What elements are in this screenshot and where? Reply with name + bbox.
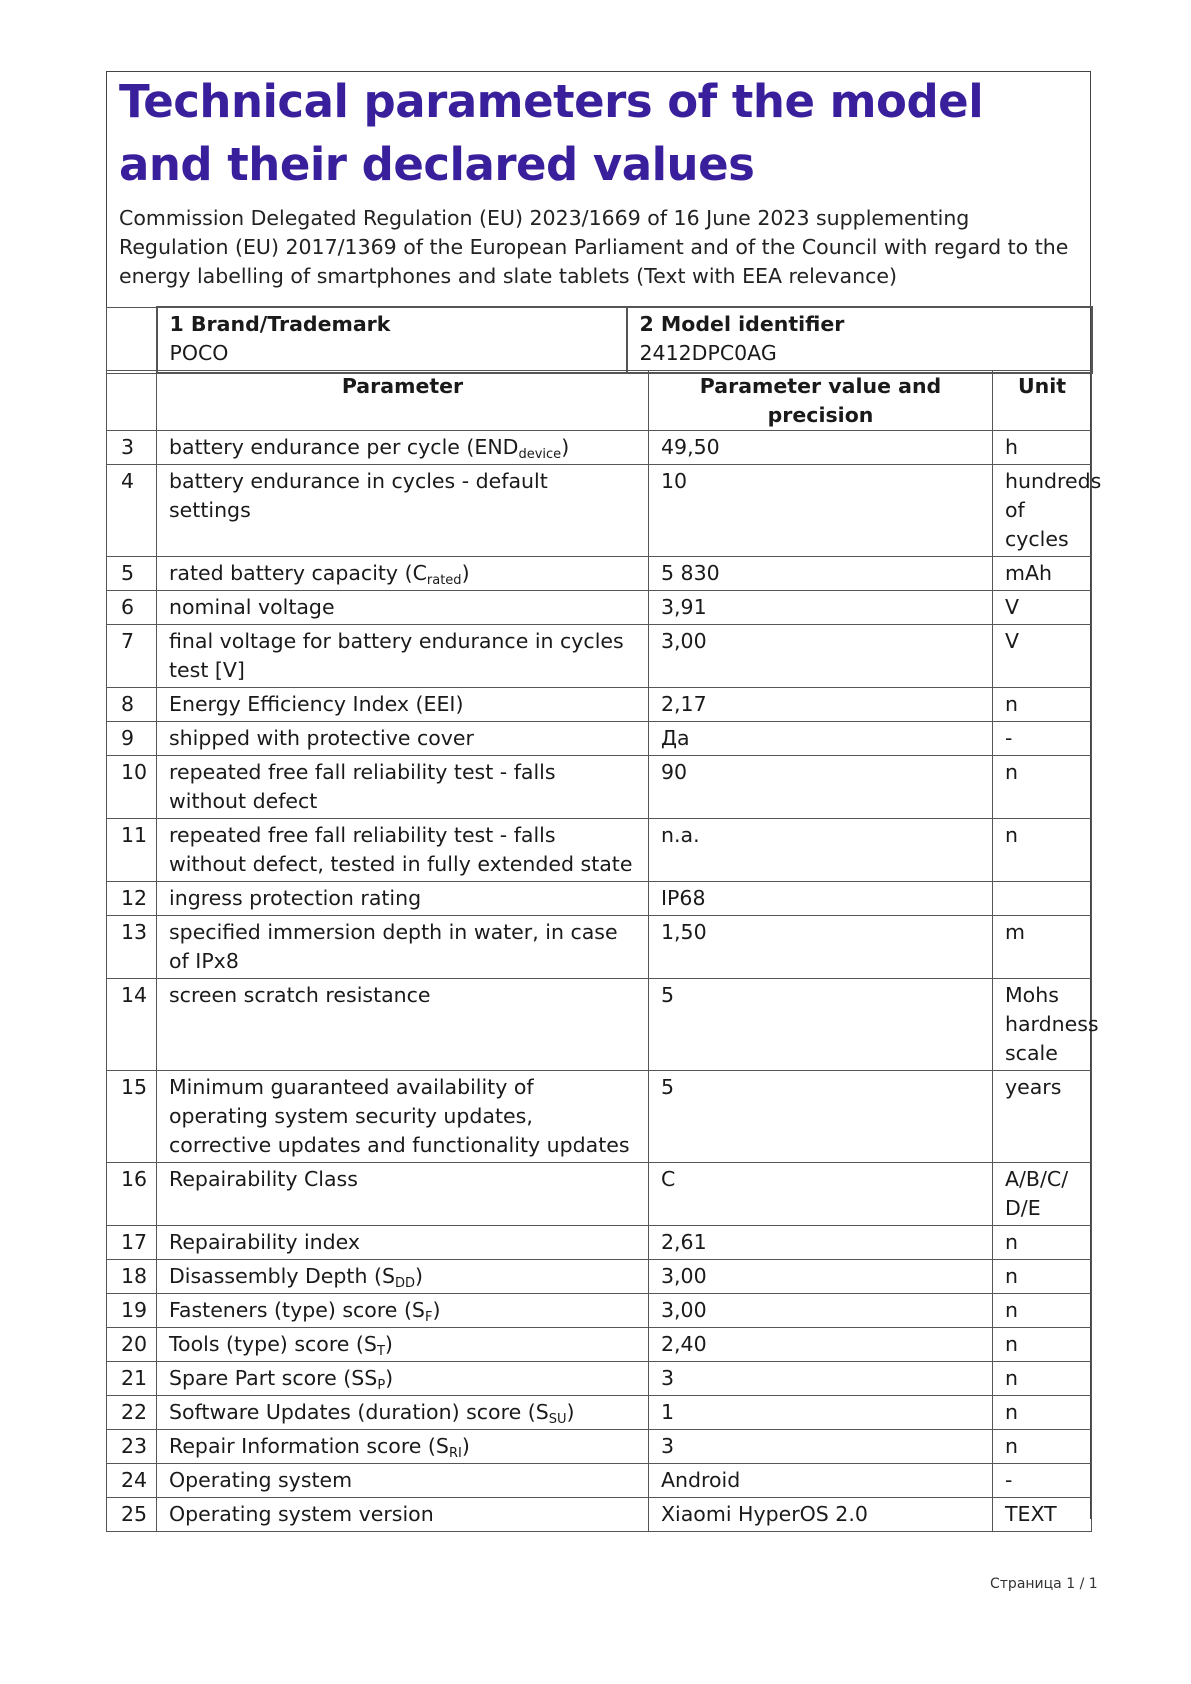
parameter-value: 5 xyxy=(649,1071,993,1163)
unit-text: n xyxy=(1005,1332,1018,1356)
unit-text: n xyxy=(1005,1400,1018,1424)
unit-text: - xyxy=(1005,1468,1013,1492)
header-value: Parameter value and precision xyxy=(649,371,993,431)
parameter-name xyxy=(157,819,649,882)
parameter-subscript: T xyxy=(376,1344,385,1359)
parameter-unit xyxy=(993,819,1092,882)
parameter-name xyxy=(157,1226,649,1260)
parameter-name xyxy=(157,1498,649,1532)
parameter-name xyxy=(157,557,649,591)
parameter-name xyxy=(157,1163,649,1226)
row-number: 24 xyxy=(107,1464,157,1498)
unit-text: h xyxy=(1005,435,1018,459)
parameters-table xyxy=(106,370,1102,1532)
header-unit: Unit xyxy=(993,371,1092,431)
parameter-text: Disassembly Depth (S xyxy=(169,1264,395,1288)
unit-text: n xyxy=(1005,760,1018,784)
row-number: 12 xyxy=(107,882,157,916)
row-number: 20 xyxy=(107,1328,157,1362)
parameter-unit xyxy=(993,1498,1092,1532)
table-row xyxy=(107,1430,1092,1464)
parameter-unit xyxy=(993,688,1092,722)
parameter-unit xyxy=(993,1464,1092,1498)
parameter-subscript: P xyxy=(377,1378,386,1393)
parameter-text: specified immersion depth in water, in case of IPx8 xyxy=(169,920,618,973)
table-row xyxy=(107,1396,1092,1430)
parameter-subscript: rated xyxy=(426,573,462,588)
parameter-value: IP68 xyxy=(649,882,993,916)
parameter-closing: ) xyxy=(415,1264,424,1288)
row-number: 5 xyxy=(107,557,157,591)
parameter-text: rated battery capacity (C xyxy=(169,561,427,585)
parameter-value: 2,17 xyxy=(649,688,993,722)
unit-text: Mohs hardness scale xyxy=(1005,983,1099,1065)
row-number: 17 xyxy=(107,1226,157,1260)
parameter-closing: ) xyxy=(432,1298,441,1322)
table-row xyxy=(107,1328,1092,1362)
parameter-unit xyxy=(993,557,1092,591)
parameter-unit xyxy=(993,722,1092,756)
parameter-unit xyxy=(993,625,1092,688)
table-row xyxy=(107,1226,1092,1260)
parameter-text: ingress protection rating xyxy=(169,886,422,910)
parameter-closing: ) xyxy=(461,1434,470,1458)
regulation-subtitle: Commission Delegated Regulation (EU) 2023/1669 of 16 June 2023 supplementing Regulation (EU) 2017/1369 of the European Parliament and of the Council with regard to the energy labelling of smartphones and slate tablets (Text with EEA relevance) xyxy=(119,206,1069,288)
brand-label: 1 Brand/Trademark xyxy=(169,312,391,336)
row-number: 14 xyxy=(107,979,157,1071)
table-row xyxy=(107,431,1092,465)
parameter-subscript: SU xyxy=(548,1412,567,1427)
row-number: 8 xyxy=(107,688,157,722)
parameter-closing: ) xyxy=(385,1366,394,1390)
parameter-text: Operating system version xyxy=(169,1502,434,1526)
parameter-name xyxy=(157,1464,649,1498)
parameter-unit xyxy=(993,1362,1092,1396)
parameter-name xyxy=(157,1071,649,1163)
parameter-value: Да xyxy=(649,722,993,756)
parameter-value: 49,50 xyxy=(649,431,993,465)
row-number: 19 xyxy=(107,1294,157,1328)
row-number: 7 xyxy=(107,625,157,688)
unit-text: A/B/C/ D/E xyxy=(1005,1167,1069,1220)
unit-text: years xyxy=(1005,1075,1062,1099)
page-title: Technical parameters of the model and their declared values xyxy=(119,75,984,191)
row-number: 15 xyxy=(107,1071,157,1163)
parameter-value: 5 xyxy=(649,979,993,1071)
parameter-text: Operating system xyxy=(169,1468,353,1492)
parameter-subscript: DD xyxy=(395,1276,416,1291)
row-number: 25 xyxy=(107,1498,157,1532)
parameter-name xyxy=(157,431,649,465)
unit-text: n xyxy=(1005,1434,1018,1458)
table-row xyxy=(107,465,1092,557)
parameter-text: Repairability index xyxy=(169,1230,361,1254)
parameter-subscript: device xyxy=(518,447,562,462)
table-body xyxy=(107,431,1102,1532)
model-value: 2412DPC0AG xyxy=(639,341,777,365)
parameter-text: Minimum guaranteed availability of operating system security updates, corrective updates and functionality updates xyxy=(169,1075,630,1157)
unit-text: hundreds of cycles xyxy=(1005,469,1102,551)
parameter-text: repeated free fall reliability test - falls without defect xyxy=(169,760,556,813)
parameter-text: Software Updates (duration) score (S xyxy=(169,1400,549,1424)
brand-value: POCO xyxy=(169,341,229,365)
brand-model-table xyxy=(106,306,1093,374)
parameter-text: Repair Information score (S xyxy=(169,1434,449,1458)
unit-text: n xyxy=(1005,692,1018,716)
parameter-unit xyxy=(993,591,1092,625)
table-row xyxy=(107,1294,1092,1328)
table-row xyxy=(107,882,1092,916)
parameter-unit xyxy=(993,465,1102,557)
row-number: 10 xyxy=(107,756,157,819)
header-number xyxy=(107,371,157,431)
page-number: Страница 1 / 1 xyxy=(990,1576,1098,1592)
parameter-name xyxy=(157,916,649,979)
parameter-value: 3 xyxy=(649,1362,993,1396)
parameter-value: 3 xyxy=(649,1430,993,1464)
parameter-text: Tools (type) score (S xyxy=(169,1332,377,1356)
parameter-closing: ) xyxy=(561,435,570,459)
row-number: 21 xyxy=(107,1362,157,1396)
parameter-text: Spare Part score (SS xyxy=(169,1366,378,1390)
parameter-value: 3,00 xyxy=(649,1294,993,1328)
parameter-unit xyxy=(993,1396,1092,1430)
parameter-text: battery endurance per cycle (END xyxy=(169,435,519,459)
parameter-value: 5 830 xyxy=(649,557,993,591)
parameter-name xyxy=(157,465,649,557)
unit-text: n xyxy=(1005,1366,1018,1390)
parameter-unit xyxy=(993,1430,1092,1464)
unit-text: n xyxy=(1005,1298,1018,1322)
parameter-value: Android xyxy=(649,1464,993,1498)
parameter-value: C xyxy=(649,1163,993,1226)
row-number: 4 xyxy=(107,465,157,557)
parameter-name xyxy=(157,1362,649,1396)
parameter-name xyxy=(157,688,649,722)
parameter-value: 2,40 xyxy=(649,1328,993,1362)
unit-text: V xyxy=(1005,595,1020,619)
table-row xyxy=(107,1464,1092,1498)
parameter-unit xyxy=(993,882,1092,916)
unit-text: m xyxy=(1005,920,1025,944)
table-row xyxy=(107,916,1092,979)
table-row xyxy=(107,1163,1092,1226)
parameter-name xyxy=(157,756,649,819)
unit-text: mAh xyxy=(1005,561,1052,585)
parameter-text: shipped with protective cover xyxy=(169,726,474,750)
parameter-unit xyxy=(993,916,1092,979)
header-parameter: Parameter xyxy=(157,371,649,431)
parameter-name xyxy=(157,591,649,625)
parameter-value: Xiaomi HyperOS 2.0 xyxy=(649,1498,993,1532)
table-row xyxy=(107,688,1092,722)
table-row xyxy=(107,819,1092,882)
parameter-value: 2,61 xyxy=(649,1226,993,1260)
table-row xyxy=(107,1362,1092,1396)
parameter-value: 10 xyxy=(649,465,993,557)
parameter-name xyxy=(157,979,649,1071)
table-header-row xyxy=(107,371,1092,431)
table-row xyxy=(107,1071,1092,1163)
parameter-unit xyxy=(993,1294,1092,1328)
parameter-name xyxy=(157,1430,649,1464)
table-row xyxy=(107,756,1092,819)
parameter-text: Fasteners (type) score (S xyxy=(169,1298,425,1322)
row-number: 16 xyxy=(107,1163,157,1226)
table-row xyxy=(107,1498,1092,1532)
parameter-name xyxy=(157,625,649,688)
parameter-text: battery endurance in cycles - default settings xyxy=(169,469,548,522)
model-cell xyxy=(627,307,1092,373)
parameter-unit xyxy=(993,1328,1092,1362)
unit-text: n xyxy=(1005,1230,1018,1254)
parameter-text: Energy Efficiency Index (EEI) xyxy=(169,692,464,716)
row-number: 11 xyxy=(107,819,157,882)
unit-text: n xyxy=(1005,823,1018,847)
unit-text: TEXT xyxy=(1005,1502,1057,1526)
parameter-value: n.a. xyxy=(649,819,993,882)
table-row xyxy=(107,625,1092,688)
unit-text: n xyxy=(1005,1264,1018,1288)
parameter-text: final voltage for battery endurance in cycles test [V] xyxy=(169,629,624,682)
parameter-unit xyxy=(993,431,1092,465)
parameter-value: 3,00 xyxy=(649,1260,993,1294)
table-row xyxy=(107,1260,1092,1294)
table-row xyxy=(107,979,1092,1071)
parameter-name xyxy=(157,722,649,756)
parameter-name xyxy=(157,1328,649,1362)
parameter-subscript: F xyxy=(424,1310,433,1325)
parameter-name xyxy=(157,882,649,916)
row-number: 9 xyxy=(107,722,157,756)
row-number: 22 xyxy=(107,1396,157,1430)
parameter-value: 90 xyxy=(649,756,993,819)
parameter-value: 3,91 xyxy=(649,591,993,625)
table-row xyxy=(107,591,1092,625)
row-number: 6 xyxy=(107,591,157,625)
parameter-value: 3,00 xyxy=(649,625,993,688)
parameter-unit xyxy=(993,1071,1092,1163)
row-number: 23 xyxy=(107,1430,157,1464)
parameter-subscript: RI xyxy=(448,1446,462,1461)
parameter-unit xyxy=(993,979,1099,1071)
model-label: 2 Model identifier xyxy=(639,312,845,336)
brand-cell xyxy=(157,307,627,373)
parameter-value: 1 xyxy=(649,1396,993,1430)
row-number: 3 xyxy=(107,431,157,465)
unit-text: V xyxy=(1005,629,1020,653)
parameter-closing: ) xyxy=(384,1332,393,1356)
parameter-name xyxy=(157,1396,649,1430)
parameter-text: screen scratch resistance xyxy=(169,983,431,1007)
parameter-unit xyxy=(993,756,1092,819)
parameter-value: 1,50 xyxy=(649,916,993,979)
row-number: 18 xyxy=(107,1260,157,1294)
parameter-closing: ) xyxy=(461,561,470,585)
unit-text: - xyxy=(1005,726,1013,750)
parameter-closing: ) xyxy=(566,1400,575,1424)
parameter-text: nominal voltage xyxy=(169,595,335,619)
row-number: 13 xyxy=(107,916,157,979)
parameter-text: Repairability Class xyxy=(169,1167,358,1191)
table-row xyxy=(107,557,1092,591)
parameter-unit xyxy=(993,1163,1092,1226)
parameter-name xyxy=(157,1294,649,1328)
parameter-unit xyxy=(993,1226,1092,1260)
table-row xyxy=(107,722,1092,756)
parameter-unit xyxy=(993,1260,1092,1294)
brand-number-cell xyxy=(107,307,157,373)
parameter-name xyxy=(157,1260,649,1294)
brand-model-row xyxy=(107,307,1092,373)
parameter-text: repeated free fall reliability test - falls without defect, tested in fully extended state xyxy=(169,823,633,876)
